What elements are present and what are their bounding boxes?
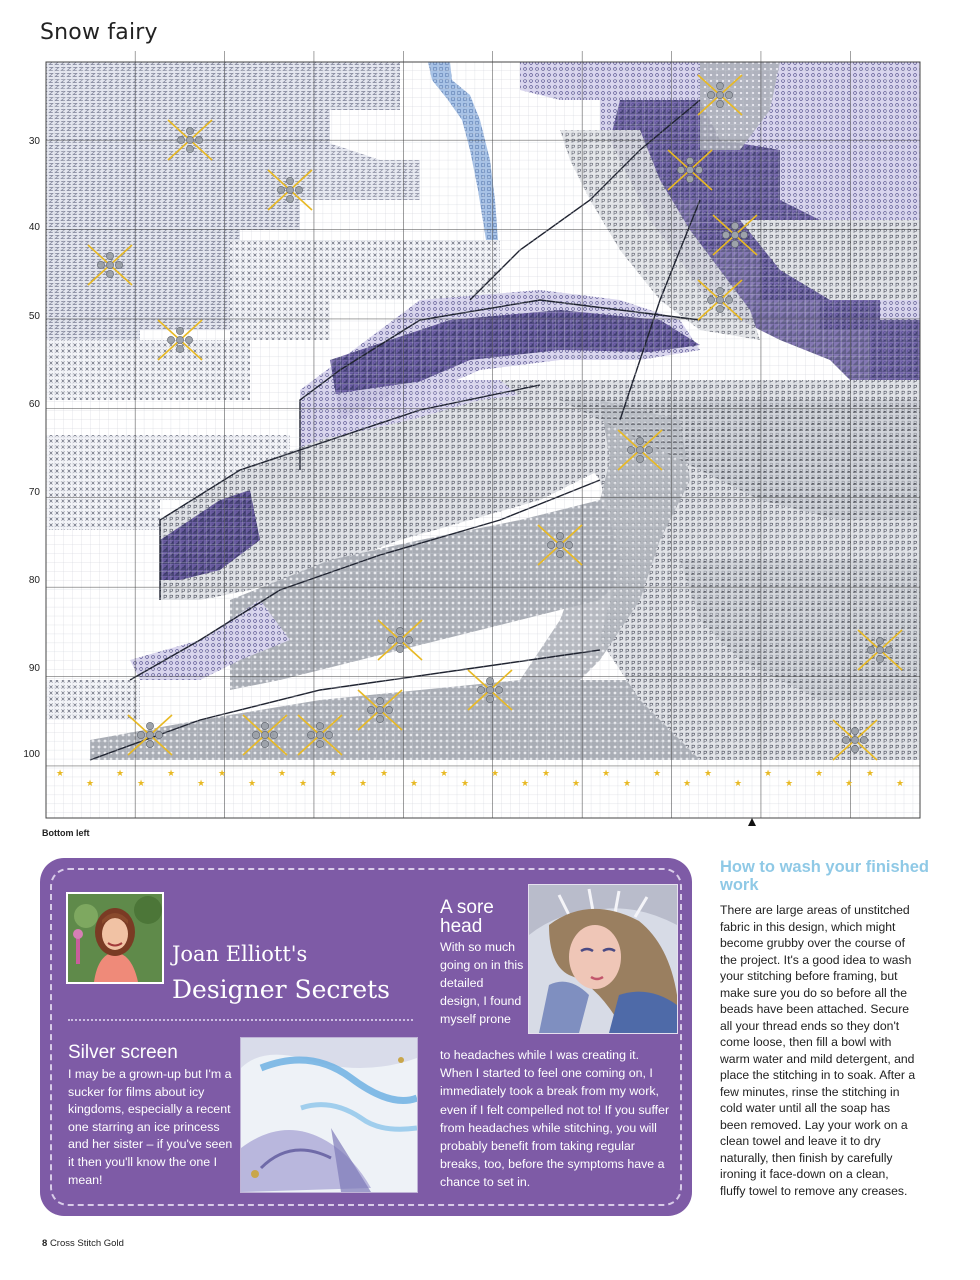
sore-head-heading [440,898,494,936]
gold-star-stitch: ★ [359,779,368,789]
gold-star-stitch: ★ [866,769,875,779]
gold-star-stitch: ★ [623,779,632,789]
designer-secrets-title: Designer Secrets [172,975,391,1004]
gold-star-stitch: ★ [380,769,389,779]
chart-caption: Bottom left [42,828,90,838]
designer-name: Joan Elliott's [172,942,308,966]
gold-star-stitch: ★ [704,769,713,779]
sore-head-heading-line1: A sore [440,897,494,918]
gold-star-stitch: ★ [521,779,530,789]
gold-star-stitch: ★ [542,769,551,779]
page-title: Snow fairy [40,20,158,45]
chart-row-labels [23,136,40,760]
gold-star-stitch: ★ [116,769,125,779]
row-number-40: 40 [28,222,40,233]
gold-star-stitch: ★ [653,769,662,779]
gold-star-stitch: ★ [137,779,146,789]
gold-star-stitch: ★ [410,779,419,789]
row-number-70: 70 [28,487,40,498]
gold-star-stitch: ★ [764,769,773,779]
gold-star-stitch: ★ [329,769,338,779]
row-number-50: 50 [28,311,40,322]
gold-star-stitch: ★ [734,779,743,789]
stitched-snow-photo-icon [240,1037,418,1193]
row-number-80: 80 [28,575,40,586]
gold-star-stitch: ★ [167,769,176,779]
portrait-photo-icon [66,892,164,984]
chart-center-arrow [748,818,756,826]
sore-head-body-narrow: With so much going on in this detailed design, I found myself prone [440,940,524,1026]
sore-head-heading-line2: head [440,916,483,937]
sore-head-body-wide: to headaches while I was creating it. When I started to feel one coming on, I immediately took a break from my work, even if I felt compelled not to! If you suffer from headaches while stitching, you will probably benefit from taking regular breaks, too, before the symptoms have a chance to set in. [440,1048,670,1190]
gold-star-stitch: ★ [896,779,905,789]
magazine-name: Cross Stitch Gold [49,1238,124,1249]
gold-star-stitch: ★ [299,779,308,789]
chart-grid-major [46,51,920,818]
wash-heading: How to wash your finished work [720,858,930,894]
page-folio [42,1238,124,1249]
gold-star-stitch: ★ [602,769,611,779]
silver-screen-heading: Silver screen [68,1042,178,1063]
gold-star-stitch: ★ [491,769,500,779]
row-number-100: 100 [23,749,40,760]
gold-star-stitch: ★ [461,779,470,789]
row-number-90: 90 [28,663,40,674]
stitched-fairy-photo-icon [528,884,678,1034]
silver-screen-body: I may be a grown-up but I'm a sucker for films about icy kingdoms, especially a recent one starring an ice princess and her sister – if you've seen it then you'll know the one I mean! [68,1067,233,1187]
row-number-60: 60 [28,399,40,410]
gold-star-stitch: ★ [248,779,257,789]
row-number-30: 30 [28,136,40,147]
dotted-divider [68,1019,413,1021]
gold-star-stitch: ★ [86,779,95,789]
gold-star-stitch: ★ [815,769,824,779]
gold-star-stitch: ★ [197,779,206,789]
gold-star-stitch: ★ [56,769,65,779]
gold-star-stitch: ★ [440,769,449,779]
gold-star-stitch: ★ [278,769,287,779]
page-number: 8 [42,1238,48,1249]
gold-star-stitch: ★ [572,779,581,789]
gold-star-stitch: ★ [785,779,794,789]
gold-star-stitch: ★ [683,779,692,789]
gold-star-stitch: ★ [218,769,227,779]
wash-body: There are large areas of unstitched fabric in this design, which might become grubby over the course of the project. It's a good idea to wash your stitching before framing, but make sure you do so before all the beads have been attached. Secure all your thread ends so they don't come loose, then fill a bowl with warm water and mild detergent, and place the stitching in to soak. After a few minutes, rinse the stitching in cold water until all the soap has been removed. Lay your work on a clean towel and leave it to dry naturally, then finish by carefully ironing it face-down on a clean, fluffy towel to remove any creases. [720,903,916,1198]
gold-star-stitch: ★ [845,779,854,789]
